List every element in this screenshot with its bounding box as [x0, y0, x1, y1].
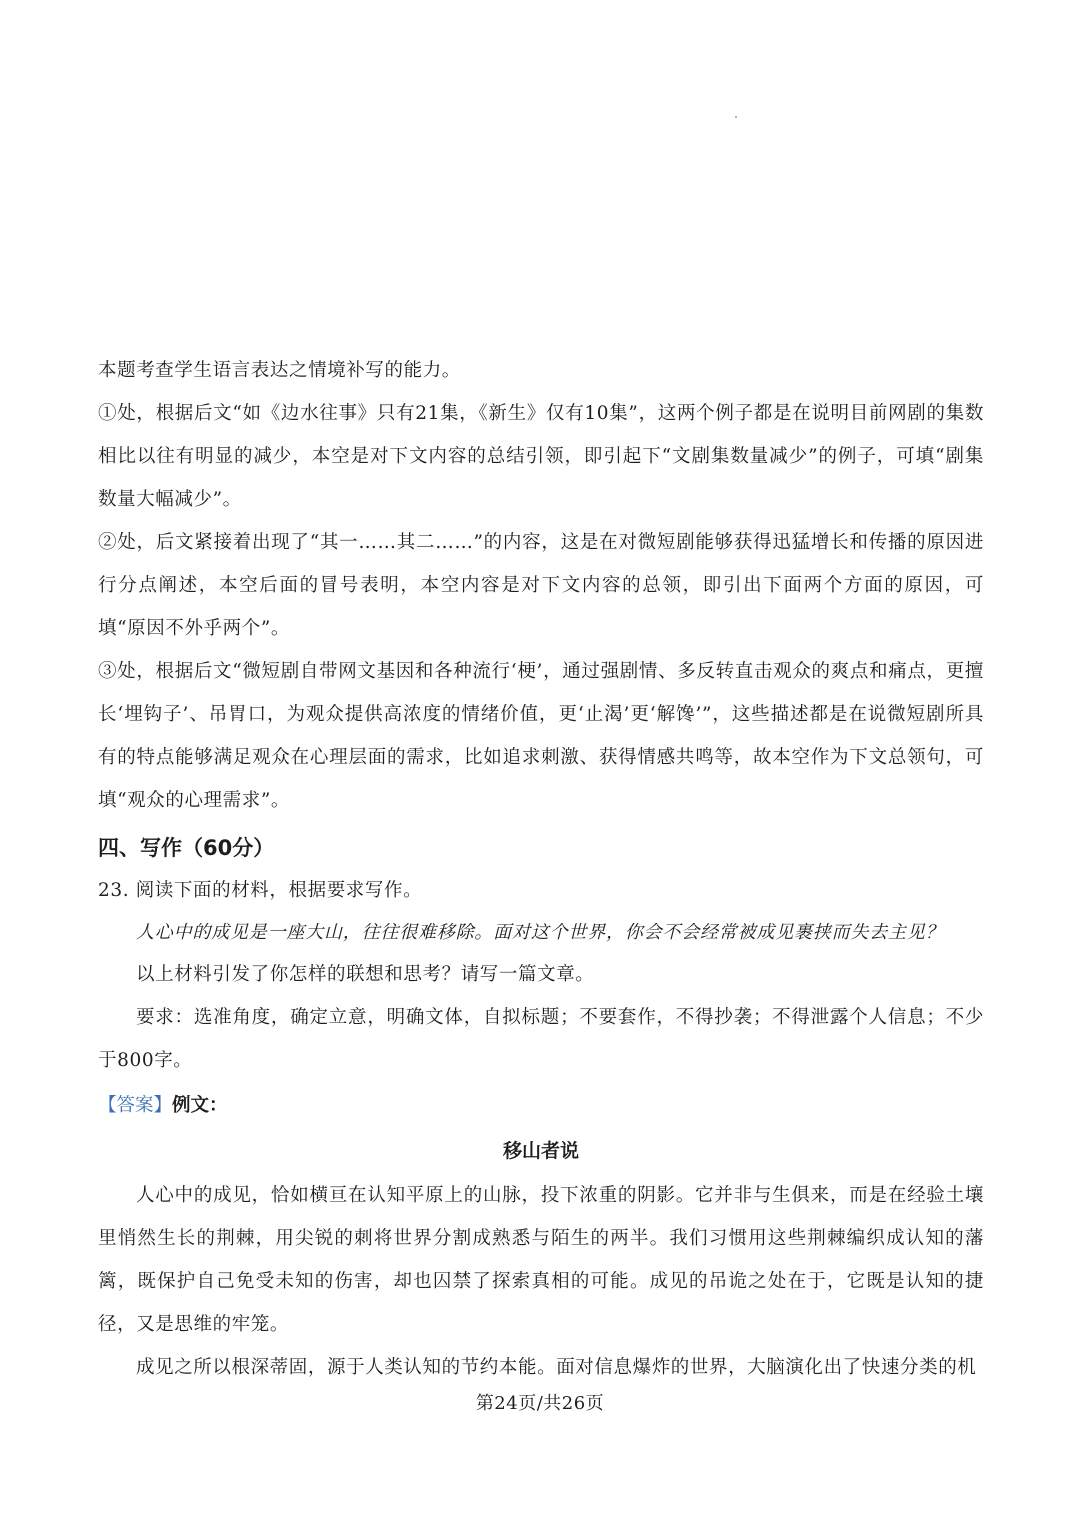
essay-paragraph-1: 人心中的成见，恰如横亘在认知平原上的山脉，投下浓重的阴影。它并非与生俱来，而是在经验土壤里悄然生长的荆棘，用尖锐的刺将世界分割成熟悉与陌生的两半。我们习惯用这些荆棘编织成认知的藩篱，既保护自己免受未知的伤害，却也囚禁了探索真相的可能。成见的吊诡之处在于，它既是认知的捷径，又是思维的牢笼。	[98, 1185, 984, 1335]
answer-tag: 【答案】	[98, 1095, 173, 1116]
analysis-point-1: ①处，根据后文“如《边水往事》只有21集，《新生》仅有10集”，这两个例子都是在说明目前网剧的集数相比以往有明显的减少，本空是对下文内容的总结引领，即引起下“文剧集数量减少”的例子，可填“剧集数量大幅减少”。	[98, 403, 984, 510]
analysis-point-2: ②处，后文紧接着出现了“其一……其二……”的内容，这是在对微短剧能够获得迅猛增长和传播的原因进行分点阐述，本空后面的冒号表明，本空内容是对下文内容的总领，即引出下面两个方面的原因，可填“原因不外乎两个”。	[98, 532, 984, 639]
page-number-footer: 第24页/共26页	[475, 1393, 605, 1414]
answer-label: 例文：	[172, 1095, 228, 1116]
section-heading-writing: 四、写作（60分）	[98, 836, 275, 860]
essay-paragraph-2: 成见之所以根深蒂固，源于人类认知的节约本能。面对信息爆炸的世界，大脑演化出了快速分类的机	[136, 1357, 977, 1378]
question-requirements: 要求：选准角度，确定立意，明确文体，自拟标题；不要套作，不得抄袭；不得泄露个人信息；不少于800字。	[98, 1007, 984, 1071]
question-material: 人心中的成见是一座大山，往往很难移除。面对这个世界，你会不会经常被成见裹挟而失去主见？	[136, 922, 945, 943]
question-task: 以上材料引发了你怎样的联想和思考？请写一篇文章。	[136, 964, 595, 985]
analysis-intro: 本题考查学生语言表达之情境补写的能力。	[98, 360, 461, 381]
scan-speck	[735, 116, 737, 118]
answer-heading	[98, 1084, 984, 1128]
analysis-point-3: ③处，根据后文“微短剧自带网文基因和各种流行‘梗’，通过强剧情、多反转直击观众的爽点和痛点，更擅长‘埋钩子’、吊胃口，为观众提供高浓度的情绪价值，更‘止渴’更‘解馋’”，这些描述都是在说微短剧所具有的特点能够满足观众在心理层面的需求，比如追求刺激、获得情感共鸣等，故本空作为下文总领句，可填“观众的心理需求”。	[98, 661, 984, 811]
essay-title: 移山者说	[502, 1140, 579, 1162]
page-content	[98, 350, 984, 1389]
question-stem: 23. 阅读下面的材料，根据要求写作。	[98, 880, 423, 901]
